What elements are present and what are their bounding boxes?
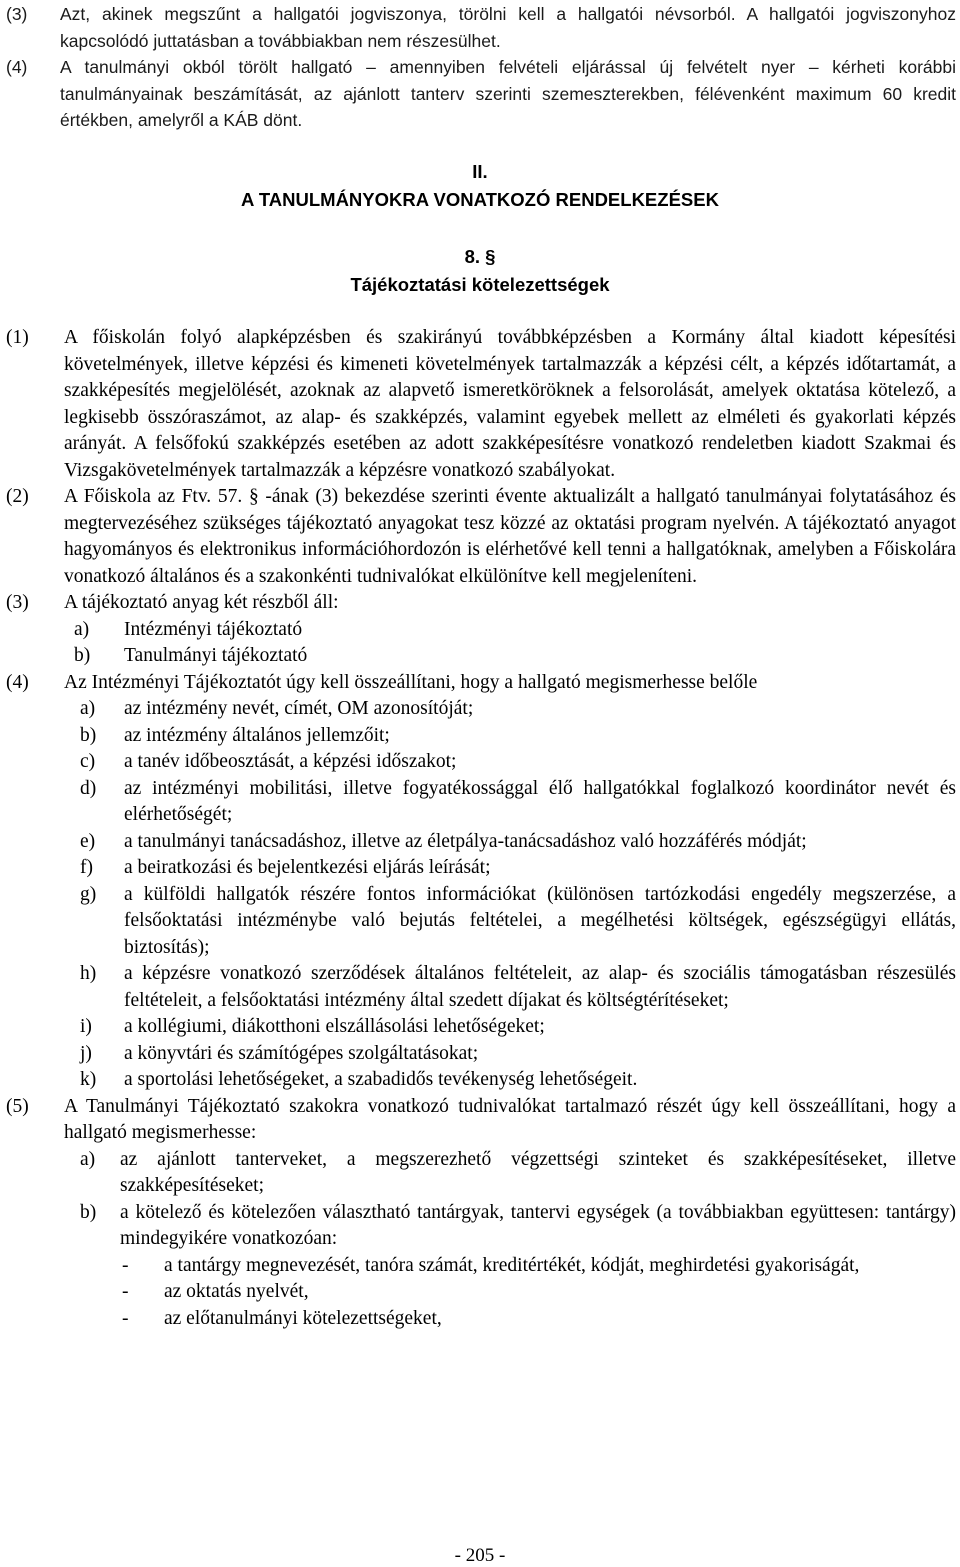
p5-dash-list [64, 1253, 956, 1333]
list-item [64, 749, 956, 776]
list-letter: a) [80, 698, 96, 719]
list-text: a külföldi hallgatók részére fontos információkat (különösen tartózkodási engedély megszerzése, a felsőoktatási intézménybe való bejutás feltételei, a megélhetési költségek, egészségügyi ellátás, biztosítás); [124, 883, 956, 958]
section-number: 8. § [464, 246, 496, 267]
list-text: a beiratkozási és bejelentkezési eljárás leírását; [124, 857, 491, 878]
list-item [64, 1147, 956, 1200]
list-letter: b) [74, 645, 91, 666]
list-text: az intézmény nevét, címét, OM azonosítóját; [124, 698, 474, 719]
paragraph-4 [6, 670, 956, 1094]
list-item [64, 723, 956, 750]
list-letter: e) [80, 830, 96, 852]
main-body [0, 325, 960, 1332]
list-text: az ajánlott tanterveket, a megszerezhető végzettségi szinteket és szakképesítéseket, illetve szakképesítéseket; [120, 1148, 956, 1196]
paragraph-text: A főiskolán folyó alapképzésben és szakirányú továbbképzésben a Kormány által kiadott képesítési követelmények, illetve képzési és kimeneti követelmények tartalmazzák a képzési célt, a képzés időtartamát, a szakképesítés megjelölését, azoknak az alapvető ismeretköröknek a felsorolását, amelyek oktatása kötelező, a legkisebb összóraszámot, az alap- és szakképzés, valamint egyebek mellett az elméleti és gyakorlati képzés arányát. A felsőfokú szakképzés esetében az adott szakképesítésre vonatkozó rendeletben kiadott Szakmai és Vizsgakövetelmények tartalmazzák a képzésre vonatkozó szabályokat. [64, 327, 956, 481]
paragraph-4 [6, 54, 956, 134]
list-item [6, 617, 956, 644]
paragraph-number: (2) [6, 486, 29, 507]
list-text: a képzésre vonatkozó szerződések általános feltételeit, az alap- és szociális támogatásban részesülés feltételeit, a felsőoktatási intézmény által szedett díjakat és költségtérítéseket; [124, 963, 956, 1011]
list-item [64, 1041, 956, 1068]
list-letter: b) [80, 1201, 97, 1223]
list-text: Intézményi tájékoztató [124, 618, 303, 640]
list-text: a kollégiumi, diákotthoni elszállásolási lehetőségeket; [124, 1016, 545, 1037]
paragraph-number: (4) [6, 671, 29, 693]
paragraph-number: (4) [6, 57, 28, 77]
paragraph-2 [6, 484, 956, 590]
paragraph-number: (3) [6, 4, 28, 24]
list-item [64, 1014, 956, 1041]
list-text: az intézmény általános jellemzőit; [124, 724, 390, 746]
list-item [64, 696, 956, 723]
list-letter: g) [80, 883, 97, 905]
paragraph-1 [6, 325, 956, 484]
list-item [64, 1306, 956, 1333]
list-item [64, 1200, 956, 1253]
list-letter: h) [80, 963, 97, 984]
list-item [64, 882, 956, 962]
list-text: a tantárgy megnevezését, tanóra számát, kreditértékét, kódját, meghirdetési gyakoriságát, [164, 1254, 860, 1276]
list-letter: a) [80, 1148, 96, 1170]
paragraph-3 [6, 1, 956, 54]
list-text: az intézményi mobilitási, illetve fogyatékossággal élő hallgatókkal foglalkozó koordinátor nevét és elérhetőségét; [124, 777, 956, 825]
section-title: Tájékoztatási kötelezettségek [350, 274, 610, 295]
paragraph-text: A Főiskola az Ftv. 57. § -ának (3) bekezdése szerinti évente aktualizált a hallgató tanulmányai folytatásához és megtervezéséhez szükséges tájékoztató anyagokat tesz közzé az oktatási program nyelvén. A tájékoztató anyagot hagyományos és elektronikus információhordozón is elérhetővé kell tenni a hallgatóknak, amelyben a Főiskolára vonatkozó általános és a szakonkénti tudnivalókat elkülönítve kell megjeleníteni. [64, 486, 956, 587]
list-item [6, 643, 956, 670]
paragraph-text: A tanulmányi okból törölt hallgató – amennyiben felvételi eljárással új felvételt nyer – kérheti korábbi tanulmányainak beszámítását, az ajánlott tanterv szerinti szemeszterekben, félévenként maximum 60 kredit értékben, amelyről a KÁB dönt. [60, 57, 956, 130]
paragraph-number: (5) [6, 1095, 29, 1117]
list-text: az oktatás nyelvét, [164, 1281, 309, 1302]
list-item [64, 1279, 956, 1306]
list-item [64, 855, 956, 882]
list-letter: d) [80, 777, 97, 799]
list-letter: c) [80, 751, 96, 772]
chapter-title: A TANULMÁNYOKRA VONATKOZÓ RENDELKEZÉSEK [241, 189, 719, 210]
list-letter: i) [80, 1016, 92, 1037]
list-item [64, 829, 956, 856]
list-letter: - [122, 1281, 129, 1302]
list-text: az előtanulmányi kötelezettségeket, [164, 1307, 442, 1329]
list-letter: f) [80, 857, 93, 878]
paragraph-number: (1) [6, 327, 29, 348]
paragraph-text: Az Intézményi Tájékoztatót úgy kell összeállítani, hogy a hallgató megismerhesse belőle [64, 671, 758, 693]
list-item [64, 1067, 956, 1094]
list-text: a kötelező és kötelezően választható tantárgyak, tantervi egységek (a továbbiakban együttesen: tantárgy) mindegyikére vonatkozóan: [120, 1201, 956, 1249]
list-letter: b) [80, 724, 97, 746]
paragraph-text: A Tanulmányi Tájékoztató szakokra vonatkozó tudnivalókat tartalmazó részét úgy kell összeállítani, hogy a hallgató megismerhesse: [64, 1095, 956, 1143]
paragraph-number: (3) [6, 592, 29, 613]
list-text: a tanév időbeosztását, a képzési időszakot; [124, 751, 457, 772]
chapter-roman: II. [472, 161, 488, 182]
paragraph-text: Azt, akinek megszűnt a hallgatói jogviszonya, törölni kell a hallgatói névsorból. A hallgatói jogviszonyhoz kapcsolódó juttatásban a továbbiakban nem részesülhet. [60, 4, 956, 51]
p4-list [64, 696, 956, 1094]
list-text: a sportolási lehetőségeket, a szabadidős tevékenység lehetőségeit. [124, 1069, 638, 1090]
list-letter: k) [80, 1069, 97, 1090]
list-text: a könyvtári és számítógépes szolgáltatásokat; [124, 1042, 479, 1064]
list-letter: - [122, 1307, 129, 1329]
top-paragraphs [0, 0, 960, 134]
list-item [64, 961, 956, 1014]
list-letter: - [122, 1254, 129, 1276]
section-heading [0, 243, 960, 299]
list-text: a tanulmányi tanácsadáshoz, illetve az életpálya-tanácsadáshoz való hozzáférés módját; [124, 830, 807, 852]
paragraph-5 [6, 1094, 956, 1333]
list-letter: a) [74, 618, 90, 640]
page-number: - 205 - [454, 1545, 506, 1566]
paragraph-3 [6, 590, 956, 670]
list-text: Tanulmányi tájékoztató [124, 645, 308, 666]
list-item [64, 776, 956, 829]
paragraph-text: A tájékoztató anyag két részből áll: [64, 592, 339, 613]
p5-list [64, 1147, 956, 1253]
list-letter: j) [80, 1042, 92, 1064]
chapter-heading [0, 158, 960, 214]
list-item [64, 1253, 956, 1280]
